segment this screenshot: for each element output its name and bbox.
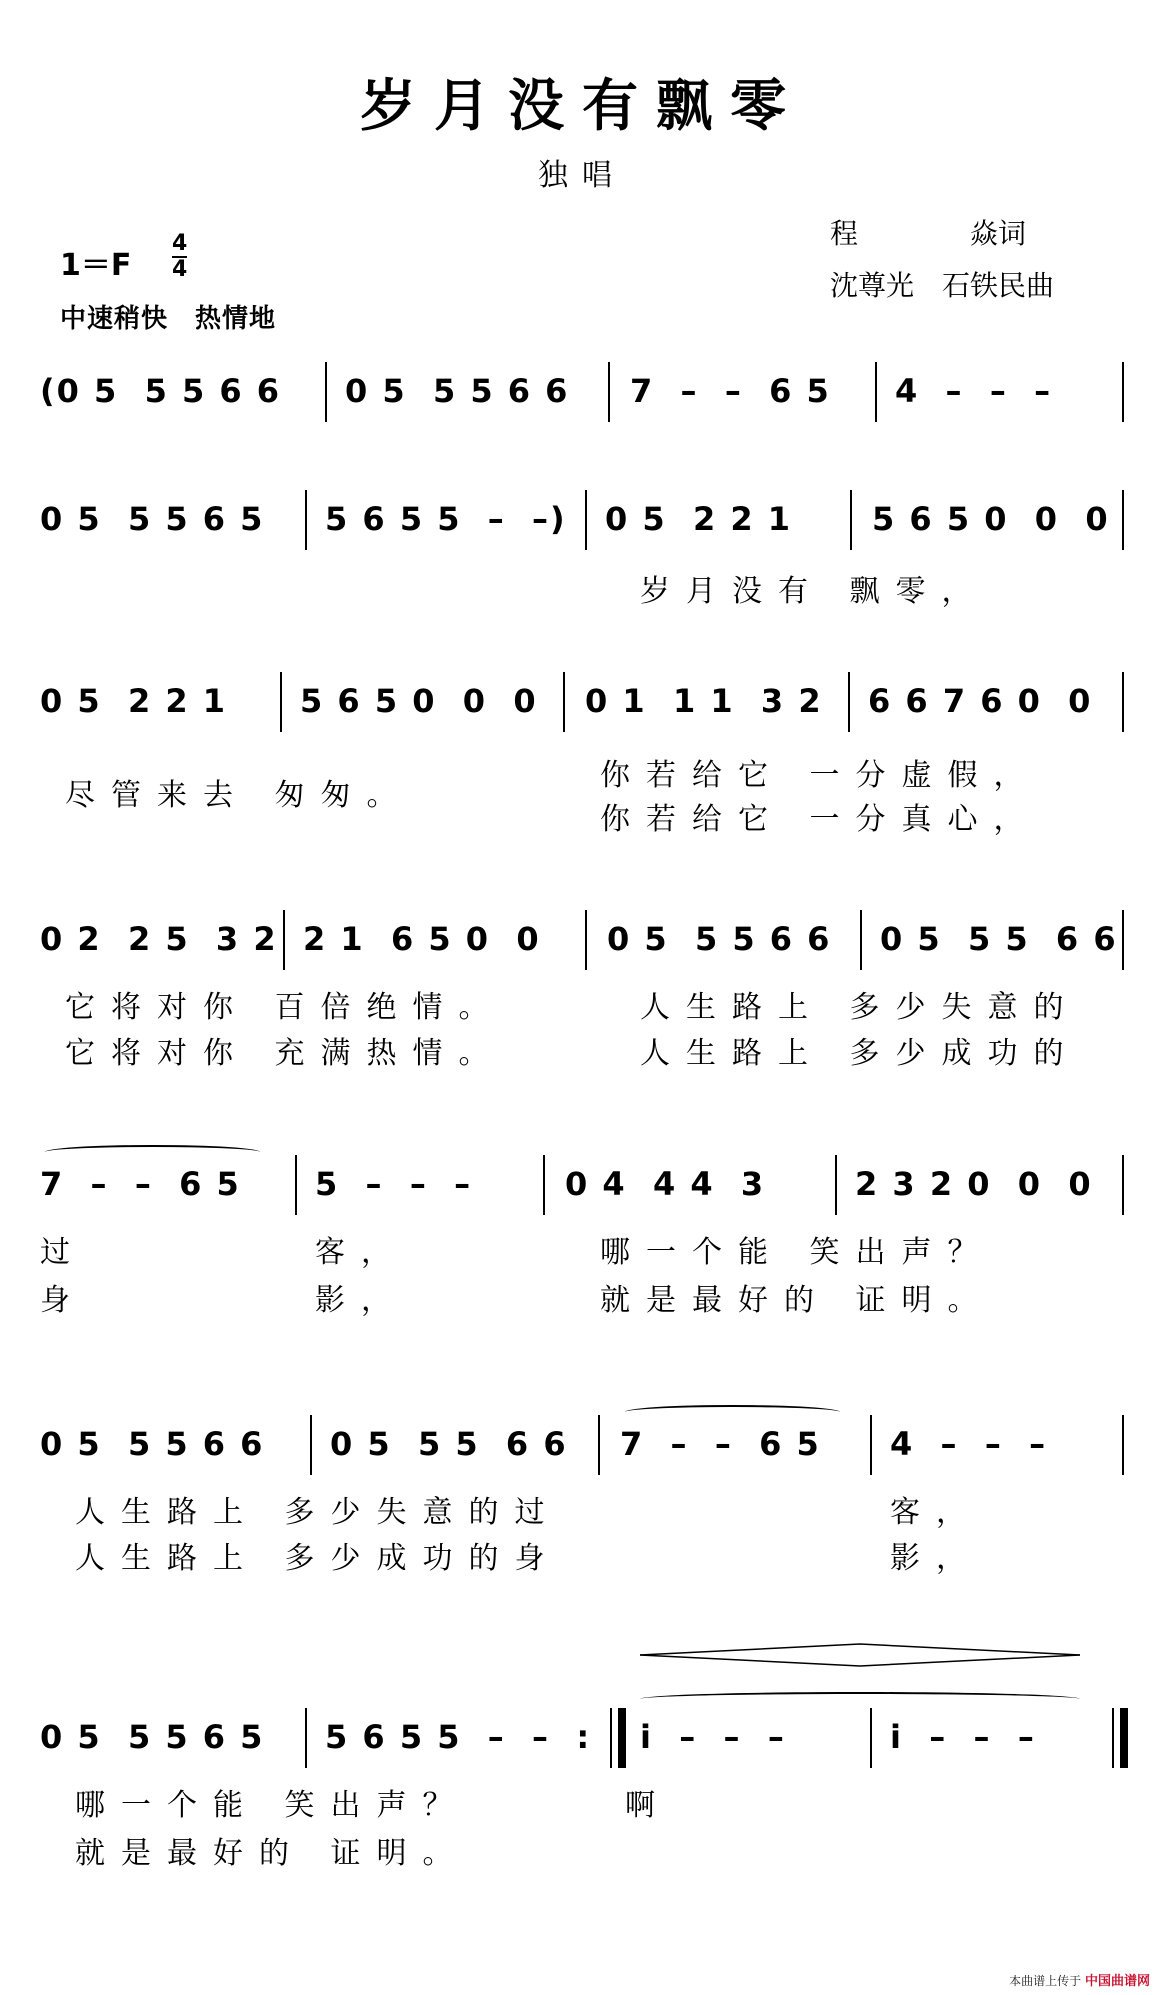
- measure: i – – –: [890, 1718, 1036, 1756]
- tempo-marking: 中速稍快 热情地: [60, 304, 277, 334]
- staff-system-7: [0, 1718, 1164, 1871]
- staff-system-3: [0, 682, 1164, 837]
- measure: 5 6 5 5 – –): [325, 500, 567, 538]
- crescendo-decrescendo-hairpin: [640, 1642, 1080, 1668]
- measure: 7 – – 6 5: [630, 372, 831, 410]
- lyric-line: 影，: [315, 1283, 407, 1318]
- barline: [870, 1708, 872, 1768]
- measure: 0 5 5 5 6 6: [40, 1425, 265, 1463]
- repeat-barline-thin: [610, 1708, 612, 1768]
- staff-system-4: [0, 920, 1164, 1071]
- barline: [283, 910, 285, 970]
- barline: [295, 1155, 297, 1215]
- barline: [305, 490, 307, 550]
- lyric-line: 客，: [315, 1235, 407, 1270]
- barline: [585, 490, 587, 550]
- measure: 2 1 6 5 0 0: [303, 920, 541, 958]
- barline: [850, 490, 852, 550]
- measure: 7 – – 6 5: [620, 1425, 821, 1463]
- measure: 0 5 2 2 1: [605, 500, 793, 538]
- barline: [608, 362, 610, 422]
- barline: [1122, 910, 1124, 970]
- watermark-footer: [1009, 1970, 1150, 1989]
- barline: [1122, 490, 1124, 550]
- barline: [585, 910, 587, 970]
- barline: [310, 1415, 312, 1475]
- lyric-line: 啊: [625, 1788, 671, 1823]
- time-signature-bottom: 4: [172, 257, 188, 282]
- staff-system-5: [0, 1165, 1164, 1318]
- measure: 0 5 5 5 6 6: [345, 372, 570, 410]
- measure: 5 6 5 5 – – :: [325, 1718, 592, 1756]
- barline: [1122, 672, 1124, 732]
- barline: [563, 672, 565, 732]
- measure: 0 2 2 5 3 2: [40, 920, 278, 958]
- barline: [325, 362, 327, 422]
- lyric-line: 哪一个能 笑出声？: [600, 1235, 994, 1270]
- barline: [875, 362, 877, 422]
- measure: i – – –: [640, 1718, 786, 1756]
- staff-system-2: [0, 500, 1164, 609]
- barline: [860, 910, 862, 970]
- lyric-line: 哪一个能 笑出声？: [75, 1788, 469, 1823]
- lyric-line: 就是最好的 证明。: [75, 1836, 469, 1871]
- time-signature: [172, 232, 187, 282]
- measure: 5 6 5 0 0 0: [872, 500, 1110, 538]
- song-subtitle: 独唱: [538, 158, 626, 193]
- measure: 0 5 5 5 6 6: [607, 920, 832, 958]
- measure: 0 1 1 1 3 2: [585, 682, 823, 720]
- barline: [598, 1415, 600, 1475]
- site-brand: 中国曲谱网: [1084, 1974, 1150, 1989]
- measure: 0 5 5 5 6 5: [40, 500, 265, 538]
- time-signature-top: 4: [172, 231, 188, 256]
- barline: [305, 1708, 307, 1768]
- lyric-line: 它将对你 百倍绝情。: [65, 990, 505, 1025]
- measure: 6 6 7 6 0 0: [868, 682, 1093, 720]
- lyric-line: 人生路上 多少成功的: [640, 1036, 1080, 1071]
- final-barline-thin: [1112, 1708, 1114, 1768]
- barline: [543, 1155, 545, 1215]
- measure: 4 – – –: [890, 1425, 1048, 1463]
- barline: [280, 672, 282, 732]
- measure: 0 5 5 5 6 6: [880, 920, 1118, 958]
- tie: [640, 1692, 1080, 1706]
- staff-system-1: [0, 372, 1164, 432]
- barline: [1122, 362, 1124, 422]
- lyric-line: 人生路上 多少失意的: [640, 990, 1080, 1025]
- song-title: 岁月没有飘零: [360, 73, 804, 139]
- barline: [870, 1415, 872, 1475]
- measure: 2 3 2 0 0 0: [855, 1165, 1093, 1203]
- lyricist-credit: 程 焱词: [830, 217, 1027, 250]
- barline: [1122, 1155, 1124, 1215]
- slur: [625, 1405, 840, 1419]
- lyric-line: 你若给它 一分真心，: [600, 802, 1040, 837]
- lyric-line: 你若给它 一分虚假，: [600, 758, 1040, 793]
- measure: (0 5 5 5 6 6: [40, 372, 282, 410]
- measure: 0 5 5 5 6 6: [330, 1425, 568, 1463]
- lyric-line: 就是最好的 证明。: [600, 1283, 994, 1318]
- lyric-line: 它将对你 充满热情。: [65, 1036, 505, 1071]
- lyric-line: 人生路上 多少失意的过: [75, 1495, 561, 1530]
- measure: 4 – – –: [895, 372, 1053, 410]
- barline: [835, 1155, 837, 1215]
- staff-system-6: [0, 1425, 1164, 1576]
- lyric-line: 人生路上 多少成功的身: [75, 1541, 561, 1576]
- measure: 0 5 2 2 1: [40, 682, 228, 720]
- lyric-line: 过: [40, 1235, 86, 1270]
- final-barline-thick: [1120, 1708, 1128, 1768]
- lyric-line: 影，: [890, 1541, 982, 1576]
- measure: 5 6 5 0 0 0: [300, 682, 538, 720]
- lyric-line: 身: [40, 1283, 86, 1318]
- measure: 0 5 5 5 6 5: [40, 1718, 265, 1756]
- repeat-barline-thick: [618, 1708, 626, 1768]
- lyric-line: 岁月没有 飘零，: [640, 574, 988, 609]
- barline: [1122, 1415, 1124, 1475]
- key-signature: 1＝F: [60, 248, 132, 283]
- slur: [45, 1145, 260, 1159]
- lyric-line: 尽管来去 匆匆。: [65, 778, 413, 813]
- barline: [848, 672, 850, 732]
- composer-credit: 沈尊光 石铁民曲: [830, 269, 1055, 302]
- measure: 5 – – –: [315, 1165, 473, 1203]
- lyric-line: 客，: [890, 1495, 982, 1530]
- measure: 7 – – 6 5: [40, 1165, 241, 1203]
- measure: 0 4 4 4 3: [565, 1165, 766, 1203]
- footer-text: 本曲谱上传于: [1009, 1974, 1082, 1988]
